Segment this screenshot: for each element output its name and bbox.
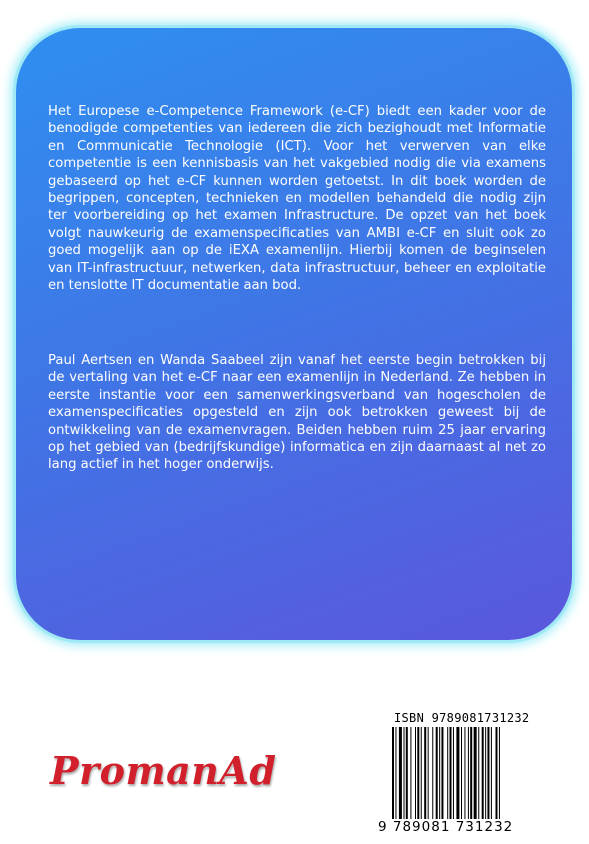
isbn-digits: 9 789081 731232 (378, 819, 514, 835)
barcode (392, 727, 538, 819)
isbn-label: ISBN 9789081731232 (394, 711, 530, 725)
description-paragraph: Het Europese e-Competence Framework (e-CF) biedt een kader voor de benodigde competenties van iedereen die zich bezighoudt met Informatie en Communicatie Technologie (ICT). Voor het verwerven van elke competentie is een kennisbasis van het vakgebied nodig die via examens gebaseerd op het e-CF kunnen worden getoetst. In dit boek worden de begrippen, concepten, technieken en modellen behandeld die nodig zijn ter voorbereiding op het examen Infrastructure. De opzet van het boek volgt nauwkeurig de examenspecificaties van AMBI e-CF en sluit ook zo goed mogelijk aan op de iEXA examenlijn. Hierbij komen de beginselen van IT-infrastructuur, netwerken, data infrastructuur, beheer en exploitatie en tenslotte IT documentatie aan bod. (48, 104, 546, 294)
publisher-logo: PromanAd (50, 748, 277, 793)
authors-paragraph: Paul Aertsen en Wanda Saabeel zijn vanaf het eerste begin betrokken bij de vertaling van het e-CF naar een examenlijn in Nederland. Ze hebben in eerste instantie voor een samenwerkingsverband van hogescholen de examenspecificaties opgesteld en zijn ook betrokken geweest bij de ontwikkeling van de examenvragen. Beiden hebben ruim 25 jaar ervaring op het gebied van (bedrijfskundige) informatica en zijn daarnaast al net zo lang actief in het hoger onderwijs. (48, 353, 546, 473)
